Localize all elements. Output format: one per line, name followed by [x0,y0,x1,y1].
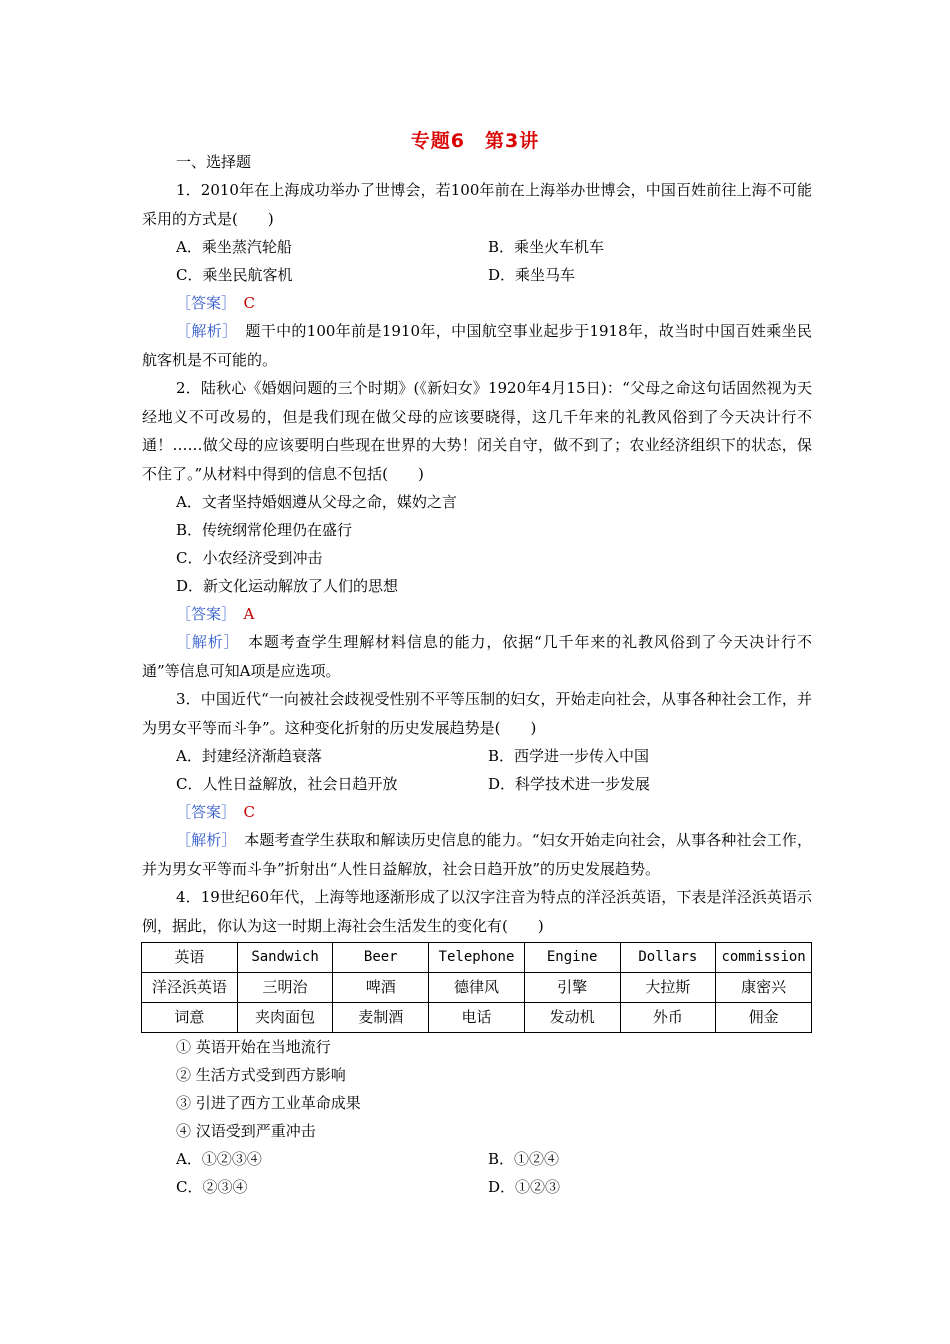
analysis-label: ［解析］ [176,831,230,849]
q3-option-c: C．人性日益解放，社会日趋开放 [176,775,398,793]
q1-analysis-text: 题干中的100年前是1910年，中国航空事业起步于1918年，故当时中国百姓乘坐民航客机是不可能的。 [142,322,812,369]
table-row [142,943,812,973]
q4-options-row-2 [142,1173,812,1201]
title-lecture: 第3讲 [485,130,540,152]
q3-option-b: B．西学进一步传入中国 [488,747,650,765]
table-cell: Dollars [620,943,716,973]
q3-analysis-text: 本题考查学生获取和解读历史信息的能力。“妇女开始走向社会，从事各种社会工作，并为男女平等而斗争”折射出“人性日益解放，社会日趋开放”的历史发展趋势。 [142,831,812,878]
pidgin-english-table [141,942,812,1033]
table-cell: 麦制酒 [333,1003,429,1033]
q4-option-d: D．①②③ [488,1178,561,1196]
table-cell: Sandwich [237,943,333,973]
table-cell: 发动机 [524,1003,620,1033]
table-row [142,1003,812,1033]
q3-stem: 3．中国近代“一向被社会歧视受性别不平等压制的妇女，开始走向社会，从事各种社会工作，并为男女平等而斗争”。这种变化折射的历史发展趋势是( ) [142,690,812,737]
table-cell: 康密兴 [716,973,812,1003]
answer-label: ［答案］ [176,803,229,821]
q3-analysis [142,826,812,883]
table-cell: 电话 [429,1003,525,1033]
table-cell: 啤酒 [333,973,429,1003]
q2-option-b: B．传统纲常伦理仍在盛行 [176,521,353,539]
q1-option-a: A．乘坐蒸汽轮船 [176,238,292,256]
table-cell: 佣金 [716,1003,812,1033]
q3-answer [142,798,812,826]
q4-item-4: ④ 汉语受到严重冲击 [176,1122,316,1140]
q3-option-d: D．科学技术进一步发展 [488,775,651,793]
answer-label: ［答案］ [176,605,229,623]
title-topic: 专题6 [410,130,465,152]
q1-answer [142,289,812,317]
q1-option-c: C．乘坐民航客机 [176,266,293,284]
q2-answer-value: A [243,605,255,623]
table-cell: 引擎 [524,973,620,1003]
q3-options-row-1 [142,742,812,770]
table-cell: commission [716,943,812,973]
section-heading: 一、选择题 [176,153,252,171]
analysis-label: ［解析］ [176,322,230,340]
question-content [142,148,812,1201]
q2-answer [142,600,812,628]
q4-item-3: ③ 引进了西方工业革命成果 [176,1094,361,1112]
table-row [142,973,812,1003]
table-cell: Telephone [429,943,525,973]
q2-analysis [142,628,812,685]
q4-stem: 4．19世纪60年代，上海等地逐渐形成了以汉字注音为特点的洋泾浜英语，下表是洋泾浜英语示例，据此，你认为这一时期上海社会生活发生的变化有( ) [142,888,812,935]
q4-item-1: ① 英语开始在当地流行 [176,1038,331,1056]
q2-option-c: C．小农经济受到冲击 [176,549,323,567]
answer-label: ［答案］ [176,294,229,312]
q3-answer-value: C [243,803,256,821]
q2-analysis-text: 本题考查学生理解材料信息的能力，依据“几千年来的礼教风俗到了今天决计行不通”等信息可知A项是应选项。 [142,633,812,680]
table-cell: 洋泾浜英语 [142,973,238,1003]
q2-option-a: A．文者坚持婚姻遵从父母之命，媒妁之言 [176,493,457,511]
q1-stem: 1．2010年在上海成功举办了世博会，若100年前在上海举办世博会，中国百姓前往上海不可能采用的方式是( ) [142,181,812,228]
table-cell: Beer [333,943,429,973]
q1-answer-value: C [243,294,256,312]
q4-option-c: C．②③④ [176,1178,248,1196]
table-cell: Engine [524,943,620,973]
table-cell: 大拉斯 [620,973,716,1003]
q1-analysis [142,317,812,374]
q2-option-d: D．新文化运动解放了人们的思想 [176,577,399,595]
q1-option-b: B．乘坐火车机车 [488,238,605,256]
table-cell: 词意 [142,1003,238,1033]
table-cell: 英语 [142,943,238,973]
q4-option-b: B．①②④ [488,1150,560,1168]
q4-option-a: A．①②③④ [176,1150,262,1168]
q2-stem: 2．陆秋心《婚姻问题的三个时期》(《新妇女》1920年4月15日)：“父母之命这句话固然视为天经地义不可改易的，但是我们现在做父母的应该要晓得，这几千年来的礼教风俗到了今天决计行不通！……做父母的应该要明白些现在世界的大势！闭关自守，做不到了；农业经济组织下的状态，保不住了。”从材料中得到的信息不包括( ) [142,379,812,483]
table-cell: 夹肉面包 [237,1003,333,1033]
q1-options-row-2 [142,261,812,289]
q3-options-row-2 [142,770,812,798]
q4-item-2: ② 生活方式受到西方影响 [176,1066,346,1084]
q3-option-a: A．封建经济渐趋衰落 [176,747,322,765]
analysis-label: ［解析］ [176,633,233,651]
table-cell: 德律风 [429,973,525,1003]
q4-options-row-1 [142,1145,812,1173]
table-cell: 三明治 [237,973,333,1003]
q1-option-d: D．乘坐马车 [488,266,576,284]
table-cell: 外币 [620,1003,716,1033]
q1-options-row-1 [142,233,812,261]
